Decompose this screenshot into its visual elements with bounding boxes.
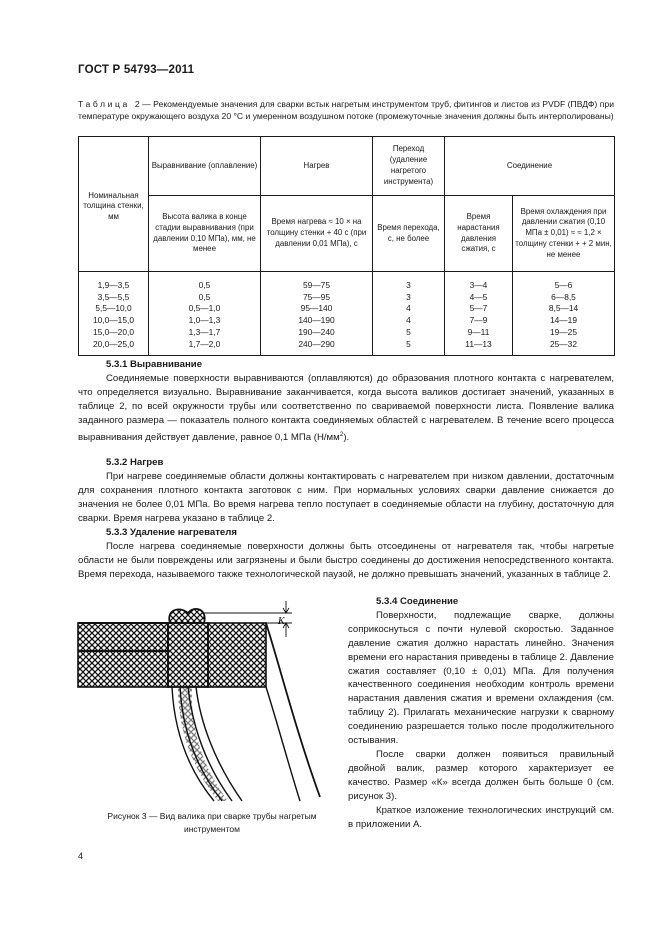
k-label: K	[278, 616, 285, 627]
pipe-bead-figure	[74, 597, 334, 807]
cell-cool: 5—6	[513, 272, 615, 292]
cell-rise: 3—4	[445, 272, 513, 292]
cell-cool: 14—19	[513, 315, 615, 327]
cell-heat: 140—190	[261, 315, 373, 327]
section-paragraph: Краткое изложение технологических инструкций см. в приложении А.	[348, 804, 614, 830]
section-5-3-3	[78, 526, 614, 582]
table-caption	[78, 98, 614, 122]
cell-thickness: 1,9—3,5	[79, 272, 149, 292]
col-header-transition: Переход (удаление нагретого инструмента)	[373, 137, 445, 196]
cell-bead: 1,7—2,0	[149, 339, 261, 356]
weld-bead-top	[169, 609, 204, 623]
cell-heat: 75—95	[261, 292, 373, 304]
cell-rise: 11—13	[445, 339, 513, 356]
table-row	[79, 272, 615, 292]
table-row	[79, 303, 615, 315]
section-text-tail: ).	[343, 431, 350, 443]
cell-cool: 25—32	[513, 339, 615, 356]
section-text: Соединяемые поверхности выравниваются (оплавляются) до образования плотного контакта с нагревателем, что определяется визуально. Выравнивание заканчивается, когда высота валиков достигает значений, указанных в таблице 2, по всей окружности трубы или соответственно по свариваемой поверхности листа. Появление валика заданного размера — показатель полного контакта соединяемых областей с нагревателем. В течение всего процесса выравнивания действует давление, равное 0,1 МПа (Н/мм	[78, 372, 614, 443]
subheader-bead-height: Высота валика в конце стадии выравнивания (при давлении 0,10 МПа), мм, не менее	[149, 196, 261, 272]
superscript: 2	[339, 430, 344, 438]
section-paragraph: При нагреве соединяемые области должны контактировать с нагревателем при низком давлении, достаточным для сохранения плотного контакта заготовок с ним. При нормальных условиях сварки давление снижается до значения не более 0,01 МПа. Во время нагрева тепло поступает в соединяемые области на глубину, достаточную для сварки. Время нагрева указано в таблице 2.	[78, 470, 614, 524]
section-heading: 5.3.4 Соединение	[376, 596, 459, 607]
cell-transition: 5	[373, 327, 445, 339]
figure-caption: Рисунок 3 — Вид валика при сварке трубы нагретым инструментом	[107, 811, 317, 834]
subheader-heating-time: Время нагрева ≈ 10 × на толщину стенки + 40 с (при давлении 0,01 МПа), с	[261, 196, 373, 272]
cell-transition: 3	[373, 292, 445, 304]
section-paragraph: После сварки должен появиться правильный двойной валик, размер которого характеризует ее качество. Размер «К» всегда должен быть больше 0 (см. рисунок 3).	[348, 748, 614, 802]
subheader-rise-time: Время нарастания давления сжатия, с	[445, 196, 513, 272]
cell-transition: 4	[373, 315, 445, 327]
cell-rise: 7—9	[445, 315, 513, 327]
col-header-thickness: Номинальная толщина стенки, мм	[79, 137, 149, 272]
cell-bead: 0,5	[149, 272, 261, 292]
cell-rise: 9—11	[445, 327, 513, 339]
cell-bead: 0,5	[149, 292, 261, 304]
weld-seam	[172, 687, 242, 801]
cell-cool: 19—25	[513, 327, 615, 339]
document-header: ГОСТ Р 54793—2011	[78, 64, 195, 76]
cell-transition: 4	[373, 303, 445, 315]
cell-heat: 59—75	[261, 272, 373, 292]
table-row	[79, 339, 615, 356]
table-caption-text: — Рекомендуемые значения для сварки встык нагретым инструментом труб, фитингов и листов из PVDF (ПВДФ) при температуре окружающего воздуха 20 °С и умеренном воздушном потоке (промежуточные значения должны быть интерполированы)	[78, 99, 614, 122]
section-heading: 5.3.2 Нагрев	[106, 457, 164, 468]
cell-heat: 240—290	[261, 339, 373, 356]
subheader-cooling-time: Время охлаждения при давлении сжатия (0,10 МПа ± 0,01) ≈ ≈ 1,2 × толщину стенки + + 2 мин, не менее	[513, 196, 615, 272]
cell-rise: 4—5	[445, 292, 513, 304]
section-5-3-1	[78, 358, 614, 445]
section-heading: 5.3.1 Выравнивание	[106, 359, 203, 370]
cell-transition: 3	[373, 272, 445, 292]
col-header-heating: Нагрев	[261, 137, 373, 196]
table-caption-number: 2	[134, 99, 140, 109]
section-heading: 5.3.3 Удаление нагревателя	[106, 527, 237, 538]
cell-thickness: 10,0—15,0	[79, 315, 149, 327]
cell-rise: 5—7	[445, 303, 513, 315]
cell-thickness: 15,0—20,0	[79, 327, 149, 339]
cell-heat: 190—240	[261, 327, 373, 339]
pipe-outer-curve	[266, 623, 320, 801]
cell-transition: 5	[373, 339, 445, 356]
section-5-3-4	[348, 595, 614, 831]
cell-thickness: 5,5—10,0	[79, 303, 149, 315]
section-paragraph: Поверхности, подлежащие сварке, должны соприкоснуться с почти нулевой скоростью. Заданное давление сжатия должно нарастать линейно. Значения времени его нарастания приведены в таблице 2. Давление сжатия составляет (0,10 ± 0,01) МПа. Для получения качественного соединения необходим контроль времени нарастания давления сжатия и времени охлаждения (см. таблицу 2). Прилагать механические нагрузки к сварному соединению разрешается только после продолжительного остывания.	[348, 609, 614, 747]
welding-table	[78, 136, 615, 356]
cell-bead: 1,3—1,7	[149, 327, 261, 339]
table-row	[79, 315, 615, 327]
cell-heat: 95—140	[261, 303, 373, 315]
page-number: 4	[78, 851, 84, 861]
cell-cool: 8,5—14	[513, 303, 615, 315]
table-row	[79, 292, 615, 304]
pipe-wall-section	[78, 623, 266, 687]
section-paragraph	[78, 372, 614, 445]
table-caption-label: Таблица	[78, 99, 130, 109]
cell-thickness: 20,0—25,0	[79, 339, 149, 356]
section-paragraph: После нагрева соединяемые поверхности должны быть отсоединены от нагревателя так, чтобы нагретые области не были повреждены или загрязнены и были быстро соединены до достижения непосредственного контакта. Время перехода, называемого также технологической паузой, не должно превышать значений, указанных в таблице 2.	[78, 540, 614, 580]
col-header-alignment: Выравнивание (оплавление)	[149, 137, 261, 196]
cell-bead: 1,0—1,3	[149, 315, 261, 327]
cell-thickness: 3,5—5,5	[79, 292, 149, 304]
cell-bead: 0,5—1,0	[149, 303, 261, 315]
table-row	[79, 327, 615, 339]
subheader-transition-time: Время перехода, с, не более	[373, 196, 445, 272]
col-header-joining: Соединение	[445, 137, 615, 196]
cell-cool: 6—8,5	[513, 292, 615, 304]
section-5-3-2	[78, 456, 614, 526]
